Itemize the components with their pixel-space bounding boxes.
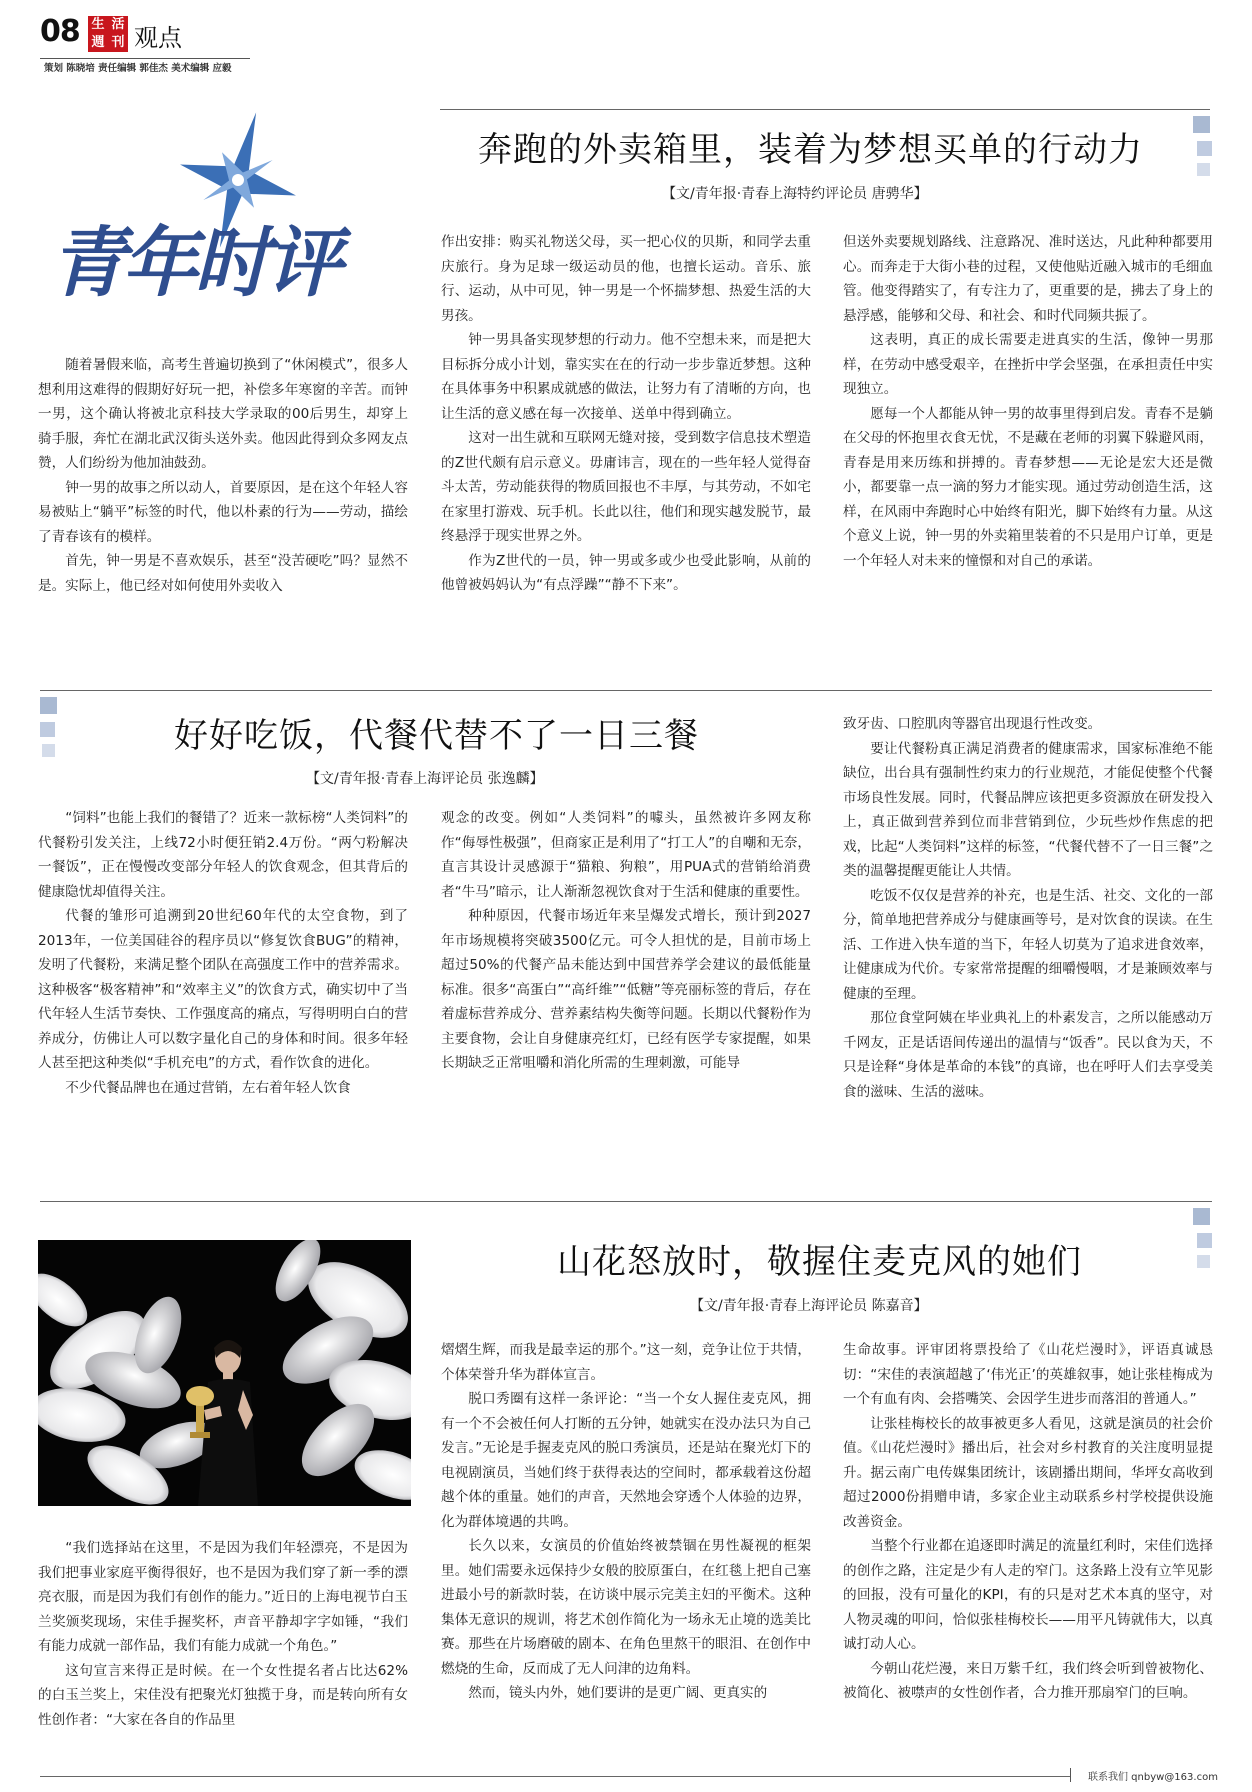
decor-square: [40, 722, 55, 737]
paragraph: “饲料”也能上我们的餐错了？近来一款标榜“人类饲料”的代餐粉引发关注，上线72小时便狂销2.4万份。“两勺粉解决一餐饭”，正在慢慢改变部分年轻人的饮食观念，但其背后的健康隐忧却值得关注。: [38, 810, 408, 900]
article3-top-rule: [40, 1201, 1212, 1202]
paragraph: 生命故事。评审团将票投给了《山花烂漫时》，评语真诚恳切：“宋佳的表演超越了‘伟光正’的英雄叙事，她让张桂梅成为一个有血有肉、会搭嘴笑、会因学生进步而落泪的普通人。”: [843, 1342, 1213, 1407]
paragraph: 愿每一个人都能从钟一男的故事里得到启发。青春不是躺在父母的怀抱里衣食无忧，不是藏在老师的羽翼下躲避风雨，青春是用来历练和拼搏的。青春梦想——无论是宏大还是微小，都要靠一点一滴的努力才能实现。通过劳动创造生活，这样，在风雨中奔跑时心中始终有阳光，脚下始终有力量。从这个意义上说，钟一男的外卖箱里装着的不只是用户订单，更是一个年轻人对未来的憧憬和对自己的承诺。: [843, 405, 1213, 569]
paragraph: 这对一出生就和互联网无缝对接，受到数字信息技术塑造的Z世代颇有启示意义。毋庸讳言，现在的一些年轻人觉得奋斗太苦，劳动能获得的物质回报也不丰厚，与其劳动，不如宅在家里打游戏、玩手机。长此以往，他们和现实越发脱节，最终悬浮于现实世界之外。: [441, 430, 811, 544]
article3-column-2: [441, 1338, 811, 1706]
article1-top-rule: [440, 109, 1210, 110]
decor-square: [42, 744, 55, 757]
decor-square: [1193, 116, 1210, 133]
column-logo: [50, 110, 370, 320]
paragraph: 随着暑假来临，高考生普遍切换到了“休闲模式”，很多人想利用这难得的假期好好玩一把，补偿多年寒窗的辛苦。而钟一男，这个确认将被北京科技大学录取的00后男生，却穿上骑手服，奔忙在湖北武汉街头送外卖。他因此得到众多网友点赞，人们纷纷为他加油鼓劲。: [38, 357, 408, 471]
article2-title: 好好吃饭，代餐代替不了一日三餐: [174, 716, 699, 756]
footer-divider: [1070, 1768, 1071, 1782]
paragraph: 那位食堂阿姨在毕业典礼上的朴素发言，之所以能感动万千网友，正是话语间传递出的温情与“饭香”。民以食为天，不只是诠释“身体是革命的本钱”的真谛，也在呼吁人们去享受美食的滋味、生活的滋味。: [843, 1010, 1213, 1100]
column-logo-text: 青年时评: [50, 218, 338, 307]
footer-contact: 联系我们 qnbyw@163.com: [1088, 1772, 1218, 1783]
decor-square: [1197, 141, 1212, 156]
article1-column-1: [38, 353, 408, 598]
paragraph: 不少代餐品牌也在通过营销，左右着年轻人饮食: [65, 1079, 351, 1096]
logo-char: 活: [111, 17, 125, 32]
paragraph: 这表明，真正的成长需要走进真实的生活，像钟一男那样，在劳动中感受艰辛，在挫折中学会坚强，在承担责任中实现独立。: [843, 332, 1213, 397]
logo-char: 週: [91, 35, 105, 50]
article1-column-2: [441, 230, 811, 598]
paragraph: 熠熠生辉，而我是最幸运的那个。”这一刻，竞争让位于共情，个体荣誉升华为群体宣言。: [441, 1342, 811, 1383]
paragraph: 今朝山花烂漫，来日万紫千红，我们终会听到曾被物化、被简化、被噤声的女性创作者，合力推开那扇窄门的巨响。: [843, 1660, 1213, 1701]
decor-square: [1197, 1233, 1212, 1248]
article3-byline: 【文/青年报·青春上海评论员 陈嘉音】: [690, 1298, 928, 1314]
credits: 策划 陈晓培 责任编辑 郭佳杰 美术编辑 应毅: [44, 63, 232, 74]
logo-char: 生: [91, 17, 105, 32]
paragraph: 种种原因，代餐市场近年来呈爆发式增长，预计到2027年市场规模将突破3500亿元。可令人担忧的是，目前市场上超过50%的代餐产品未能达到中国营养学会建议的最低能量标准。很多“高蛋白”“高纤维”“低糖”等亮丽标签的背后，存在着虚标营养成分、营养素结构失衡等问题。长期以代餐粉作为主要食物，会让自身健康亮红灯，已经有医学专家提醒，如果长期缺乏正常咀嚼和消化所需的生理刺激，可能导: [441, 908, 811, 1071]
paragraph: 首先，钟一男是不喜欢娱乐，甚至“没苦硬吃”吗？显然不是。实际上，他已经对如何使用外卖收入: [38, 553, 408, 594]
publication-logo: [88, 16, 128, 52]
paragraph: 致牙齿、口腔肌肉等器官出现退行性改变。: [843, 716, 1102, 732]
paragraph: 长久以来，女演员的价值始终被禁锢在男性凝视的框架里。她们需要永远保持少女般的胶原蛋白，在红毯上把自己塞进最小号的新款时装，在访谈中展示完美主妇的平衡术。这种集体无意识的规训，将艺术创作简化为一场永无止境的选美比赛。那些在片场磨破的剧本、在角色里熬干的眼泪、在创作中燃烧的生命，反而成了无人问津的边角料。: [441, 1538, 811, 1677]
page-number: 08: [40, 14, 80, 49]
paragraph: 吃饭不仅仅是营养的补充，也是生活、社交、文化的一部分，简单地把营养成分与健康画等号，是对饮食的误读。在生活、工作进入快车道的当下，年轻人切莫为了追求进食效率，让健康成为代价。专家常常提醒的细嚼慢咽，才是兼顾效率与健康的至理。: [843, 887, 1213, 1002]
paragraph: 这句宣言来得正是时候。在一个女性提名者占比达62%的白玉兰奖上，宋佳没有把聚光灯独揽于身，而是转向所有女性创作者：“大家在各自的作品里: [38, 1662, 408, 1728]
paragraph: 但送外卖要规划路线、注意路况、准时送达，凡此种种都要用心。而奔走于大街小巷的过程，又使他贴近融入城市的毛细血管。他变得踏实了，有专注力了，更重要的是，拂去了身上的悬浮感，能够和父母、和社会、和时代同频共振了。: [843, 234, 1213, 324]
decor-square: [1197, 1255, 1210, 1268]
photo-illustration: [38, 1240, 411, 1506]
article3-photo: [38, 1240, 411, 1506]
paragraph: 钟一男的故事之所以动人，首要原因，是在这个年轻人容易被贴上“躺平”标签的时代，他以朴素的行为——劳动，描绘了青春该有的模样。: [38, 479, 408, 545]
article1-title: 奔跑的外卖箱里，装着为梦想买单的行动力: [478, 130, 1143, 170]
article3-column-1: [38, 1536, 408, 1732]
paragraph: 观念的改变。例如“人类饲料”的噱头，虽然被许多网友称作“侮辱性极强”，但商家正是利用了“打工人”的自嘲和无奈，直言其设计灵感源于“猫粮、狗粮”，用PUA式的营销给消费者“牛马”暗示，让人渐渐忽视饮食对于生活和健康的重要性。: [441, 810, 811, 900]
paragraph: 钟一男具备实现梦想的行动力。他不空想未来，而是把大目标拆分成小计划，靠实实在在的行动一步步靠近梦想。这种在具体事务中积累成就感的做法，让努力有了清晰的方向，也让生活的意义感在每一次接单、送单中得到确立。: [441, 332, 811, 422]
header-rule: [40, 58, 250, 59]
paragraph: 要让代餐粉真正满足消费者的健康需求，国家标准绝不能缺位，出台具有强制性约束力的行业规范，才能促使整个代餐市场良性发展。同时，代餐品牌应该把更多资源放在研发投入上，真正做到营养到位而非营销到位，少玩些炒作焦虑的把戏，比起“人类饲料”这样的标签，“代餐代替不了一日三餐”之类的温馨提醒更能让人共情。: [843, 740, 1213, 879]
paragraph: 让张桂梅校长的故事被更多人看见，这就是演员的社会价值。《山花烂漫时》播出后，社会对乡村教育的关注度明显提升。据云南广电传媒集团统计，该剧播出期间，华坪女高收到超过2000份捐赠申请，多家企业主动联系乡村学校提供设施改善资金。: [843, 1415, 1213, 1530]
paragraph: 作为Z世代的一员，钟一男或多或少也受此影响，从前的他曾被妈妈认为“有点浮躁”“静不下来”。: [441, 552, 811, 593]
article2-top-rule: [40, 690, 1212, 691]
logo-char: 刊: [111, 35, 125, 50]
article2-column-1: [38, 806, 408, 1100]
article2-byline: 【文/青年报·青春上海评论员 张逸麟】: [306, 771, 544, 787]
article3-title: 山花怒放时，敬握住麦克风的她们: [557, 1242, 1082, 1282]
article1-byline: 【文/青年报·青春上海特约评论员 唐骋华】: [662, 186, 928, 202]
article3-column-3: [843, 1338, 1213, 1706]
footer-rule: [40, 1776, 1070, 1777]
section-name: 观点: [134, 24, 182, 52]
paragraph: 脱口秀圈有这样一条评论：“当一个女人握住麦克风，拥有一个不会被任何人打断的五分钟，她就实在没办法只为自己发言。”无论是手握麦克风的脱口秀演员，还是站在聚光灯下的电视剧演员，当她们终于获得表达的空间时，都承载着这份超越个体的重量。她们的声音，天然地会穿透个人体验的边界，化为群体境遇的共鸣。: [441, 1391, 811, 1530]
paragraph: 作出安排：购买礼物送父母，买一把心仪的贝斯，和同学去重庆旅行。身为足球一级运动员的他，也擅长运动。音乐、旅行、运动，从中可见，钟一男是一个怀揣梦想、热爱生活的大男孩。: [441, 234, 811, 324]
decor-square: [40, 697, 57, 714]
paragraph: 代餐的雏形可追溯到20世纪60年代的太空食物，到了2013年，一位美国硅谷的程序员以“修复饮食BUG”的精神，发明了代餐粉，来满足整个团队在高强度工作中的营养需求。这种极客“极客精神”和“效率主义”的饮食方式，确实切中了当代年轻人生活节奏快、工作强度高的痛点，写得明明白白的营养成分，仿佛让人可以数字量化自己的身体和时间。很多年轻人甚至把这种类似“手机充电”的方式，看作饮食的进化。: [38, 908, 408, 1071]
article2-column-3: [843, 712, 1213, 1104]
page-header: [40, 14, 1220, 74]
article2-column-2: [441, 806, 811, 1076]
paragraph: 然而，镜头内外，她们要讲的是更广阔、更真实的: [468, 1685, 768, 1701]
decor-square: [1197, 163, 1210, 176]
paragraph: “我们选择站在这里，不是因为我们年轻漂亮，不是因为我们把事业家庭平衡得很好，也不是因为我们穿了新一季的漂亮衣服，而是因为我们有创作的能力。”近日的上海电视节白玉兰奖颁奖现场，宋佳手握奖杯，声音平静却字字如锤，“我们有能力成就一部作品，我们有能力成就一个角色。”: [38, 1540, 408, 1654]
paragraph: 当整个行业都在追逐即时满足的流量红利时，宋佳们选择的创作之路，注定是少有人走的窄门。这条路上没有立竿见影的回报，没有可量化的KPI，有的只是对艺术本真的坚守，对人物灵魂的叩问，恰似张桂梅校长——用平凡铸就伟大，以真诚打动人心。: [843, 1538, 1213, 1652]
article1-column-3: [843, 230, 1213, 573]
decor-square: [1193, 1208, 1210, 1225]
